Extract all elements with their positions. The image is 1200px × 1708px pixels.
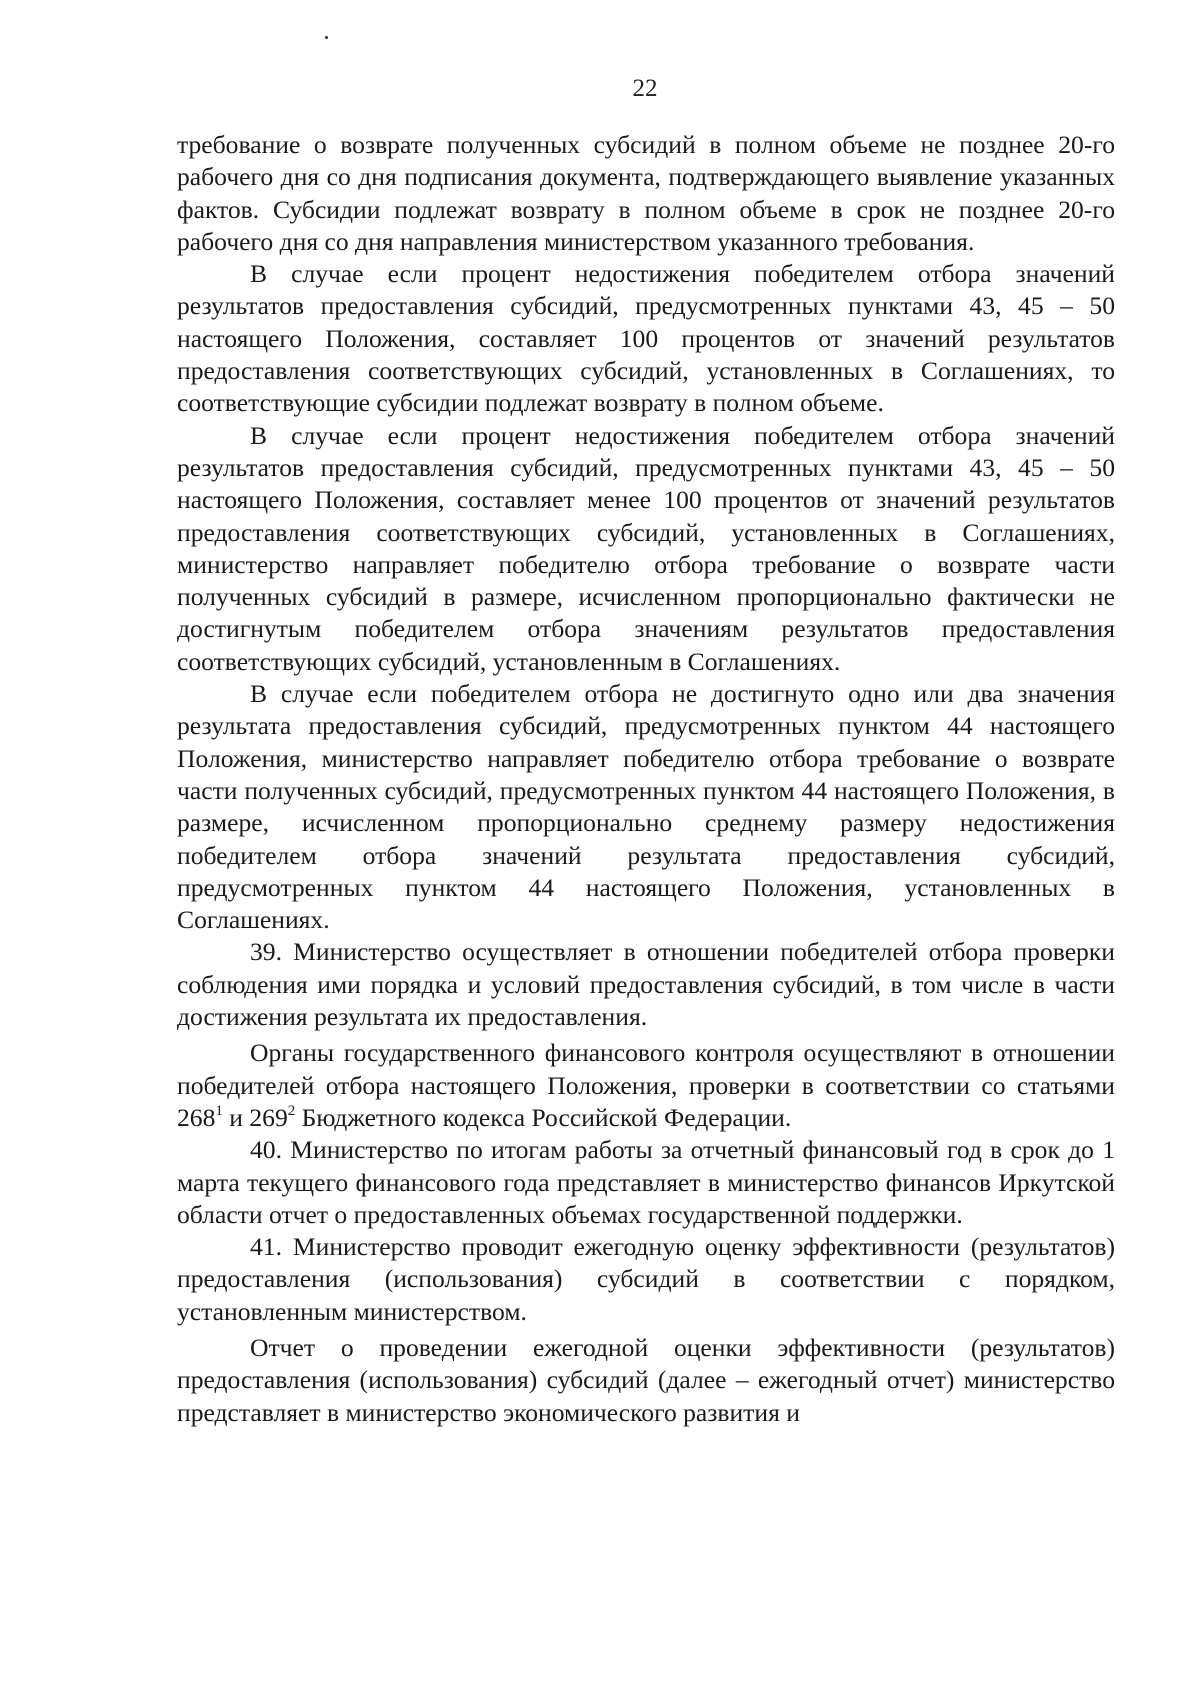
- control-text-1: Органы государственного финансового контроля осуществляют в отношении победителей отбора настоящего Положения, проверки в соответствии со статьями 268: [177, 1038, 1115, 1132]
- document-body: [177, 129, 1115, 1429]
- control-text-3: Бюджетного кодекса Российской Федерации.: [295, 1102, 792, 1132]
- page-number: 22: [632, 75, 658, 102]
- paragraph-40: 40. Министерство по итогам работы за отчетный финансовый год в срок до 1 марта текущего финансового года представляет в министерство финансов Иркутской области отчет о предоставленных объемах государственной поддержки.: [177, 1135, 1115, 1229]
- paragraph-partial-return: В случае если процент недостижения победителем отбора значений результатов предоставления субсидий, предусмотренных пунктами 43, 45 – 50 настоящего Положения, составляет менее 100 процентов от значений результатов предоставления соответствующих субсидий, установленных в Соглашениях, министерство направляет победителю отбора требование о возврате части полученных субсидий в размере, исчисленном пропорционально фактически не достигнутым победителем отбора значениям результатов предоставления соответствующих субсидий, установленным в Соглашениях.: [177, 420, 1115, 676]
- paragraph-39: 39. Министерство осуществляет в отношении победителей отбора проверки соблюдения ими порядка и условий предоставления субсидий, в том числе в части достижения результата их предоставления.: [177, 937, 1115, 1032]
- paragraph-annual-report: Отчет о проведении ежегодной оценки эффективности (результатов) предоставления (использования) субсидий (далее – ежегодный отчет) министерство представляет в министерство экономического развития и: [177, 1332, 1115, 1427]
- paragraph-41: 41. Министерство проводит ежегодную оценку эффективности (результатов) предоставления (использования) субсидий в соответствии с порядком, установленным министерством.: [177, 1232, 1115, 1326]
- paragraph-financial-control: [177, 1037, 1115, 1134]
- paragraph-point-44: В случае если победителем отбора не достигнуто одно или два значения результата предоставления субсидий, предусмотренных пунктом 44 настоящего Положения, министерство направляет победителю отбора требование о возврате части полученных субсидий, предусмотренных пунктом 44 настоящего Положения, в размере, исчисленном пропорционально среднему размеру недостижения победителем отбора значений результата предоставления субсидий, предусмотренных пунктом 44 настоящего Положения, установленных в Соглашениях.: [177, 679, 1115, 935]
- paragraph-continuation: требование о возврате полученных субсидий в полном объеме не позднее 20-го рабочего дня со дня подписания документа, подтверждающего выявление указанных фактов. Субсидии подлежат возврату в полном объеме в срок не позднее 20-го рабочего дня со дня направления министерством указанного требования.: [177, 130, 1115, 256]
- superscript-268: 1: [215, 1102, 223, 1119]
- superscript-269: 2: [287, 1102, 296, 1119]
- scan-speck: [325, 36, 328, 39]
- control-text-2: и 269: [222, 1102, 288, 1132]
- paragraph-full-return: В случае если процент недостижения победителем отбора значений результатов предоставления субсидий, предусмотренных пунктами 43, 45 – 50 настоящего Положения, составляет 100 процентов от значений результатов предоставления соответствующих субсидий, установленных в Соглашениях, то соответствующие субсидии подлежат возврату в полном объеме.: [177, 259, 1115, 418]
